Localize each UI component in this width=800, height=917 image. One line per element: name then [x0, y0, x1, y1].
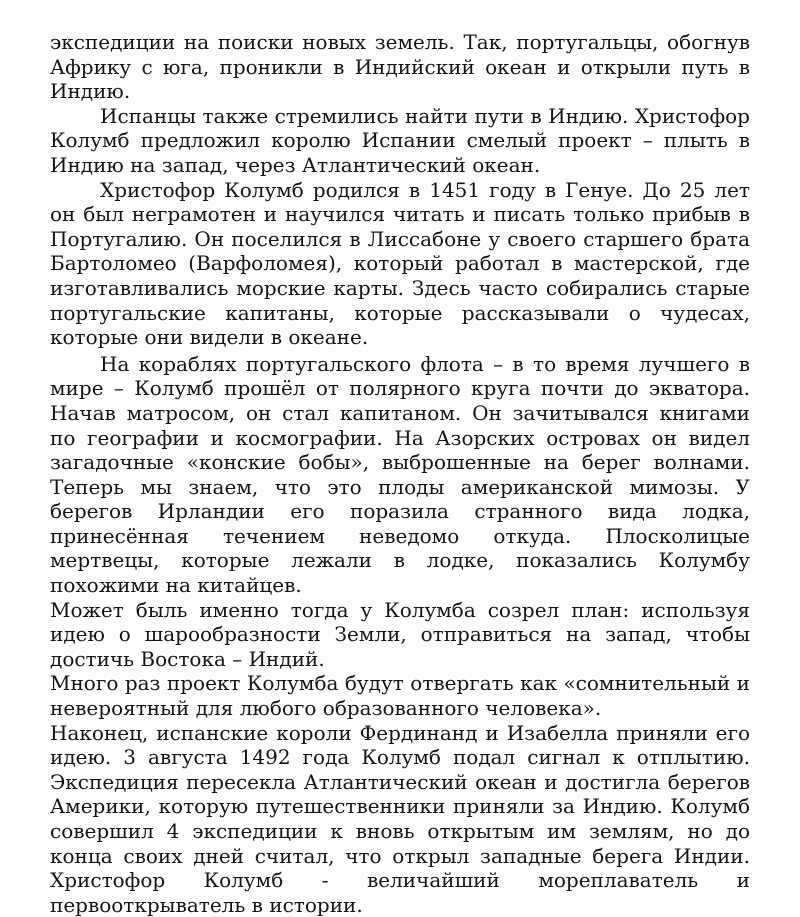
paragraph-biography: Христофор Колумб родился в 1451 году в Генуе. До 25 лет он был неграмотен и научился читать и писать только прибыв в Португалию. Он поселился в Лиссабоне у своего старшего брата Бартоломео (Варфоломея), который работал в мастерской, где изготавливались морские карты. Здесь часто собирались старые португальские капитаны, которые рассказывали о чудесах, которые они видели в океане.	[50, 177, 750, 350]
paragraph-plan: Может быль именно тогда у Колумба созрел план: используя идею о шарообразности Земли, отправиться на запад, чтобы достичь Востока – Индий.	[50, 597, 750, 671]
paragraph-rejection: Много раз проект Колумба будут отвергать как «сомнительный и невероятный для любого образованного человека».	[50, 671, 750, 721]
paragraph-expedition: Наконец, испанские короли Фердинанд и Изабелла приняли его идею. 3 августа 1492 года Колумб подал сигнал к отплытию. Экспедиция пересекла Атлантический океан и достигла берегов Америки, которую путешественники приняли за Индию. Колумб совершил 4 экспедиции к вновь открытым им землям, но до конца своих дней считал, что открыл западные берега Индии. Христофор Колумб - величайший мореплаватель и первооткрыватель в истории.	[50, 720, 750, 917]
paragraph-spain: Испанцы также стремились найти пути в Индию. Христофор Колумб предложил королю Испании смелый проект – плыть в Индию на запад, через Атлантический океан.	[50, 103, 750, 177]
document-page	[50, 30, 750, 917]
paragraph-intro: экспедиции на поиски новых земель. Так, португальцы, обогнув Африку с юга, проникли в Индийский океан и открыли путь в Индию.	[50, 30, 750, 104]
paragraph-voyages: На кораблях португальского флота – в то время лучшего в мире – Колумб прошёл от полярного круга почти до экватора. Начав матросом, он стал капитаном. Он зачитывался книгами по географии и космографии. На Азорских островах он видел загадочные «конские бобы», выброшенные на берег волнами. Теперь мы знаем, что это плоды американской мимозы. У берегов Ирландии его поразила странного вида лодка, принесённая течением неведомо откуда. Плосколицые мертвецы, которые лежали в лодке, показались Колумбу похожими на китайцев.	[50, 351, 750, 598]
